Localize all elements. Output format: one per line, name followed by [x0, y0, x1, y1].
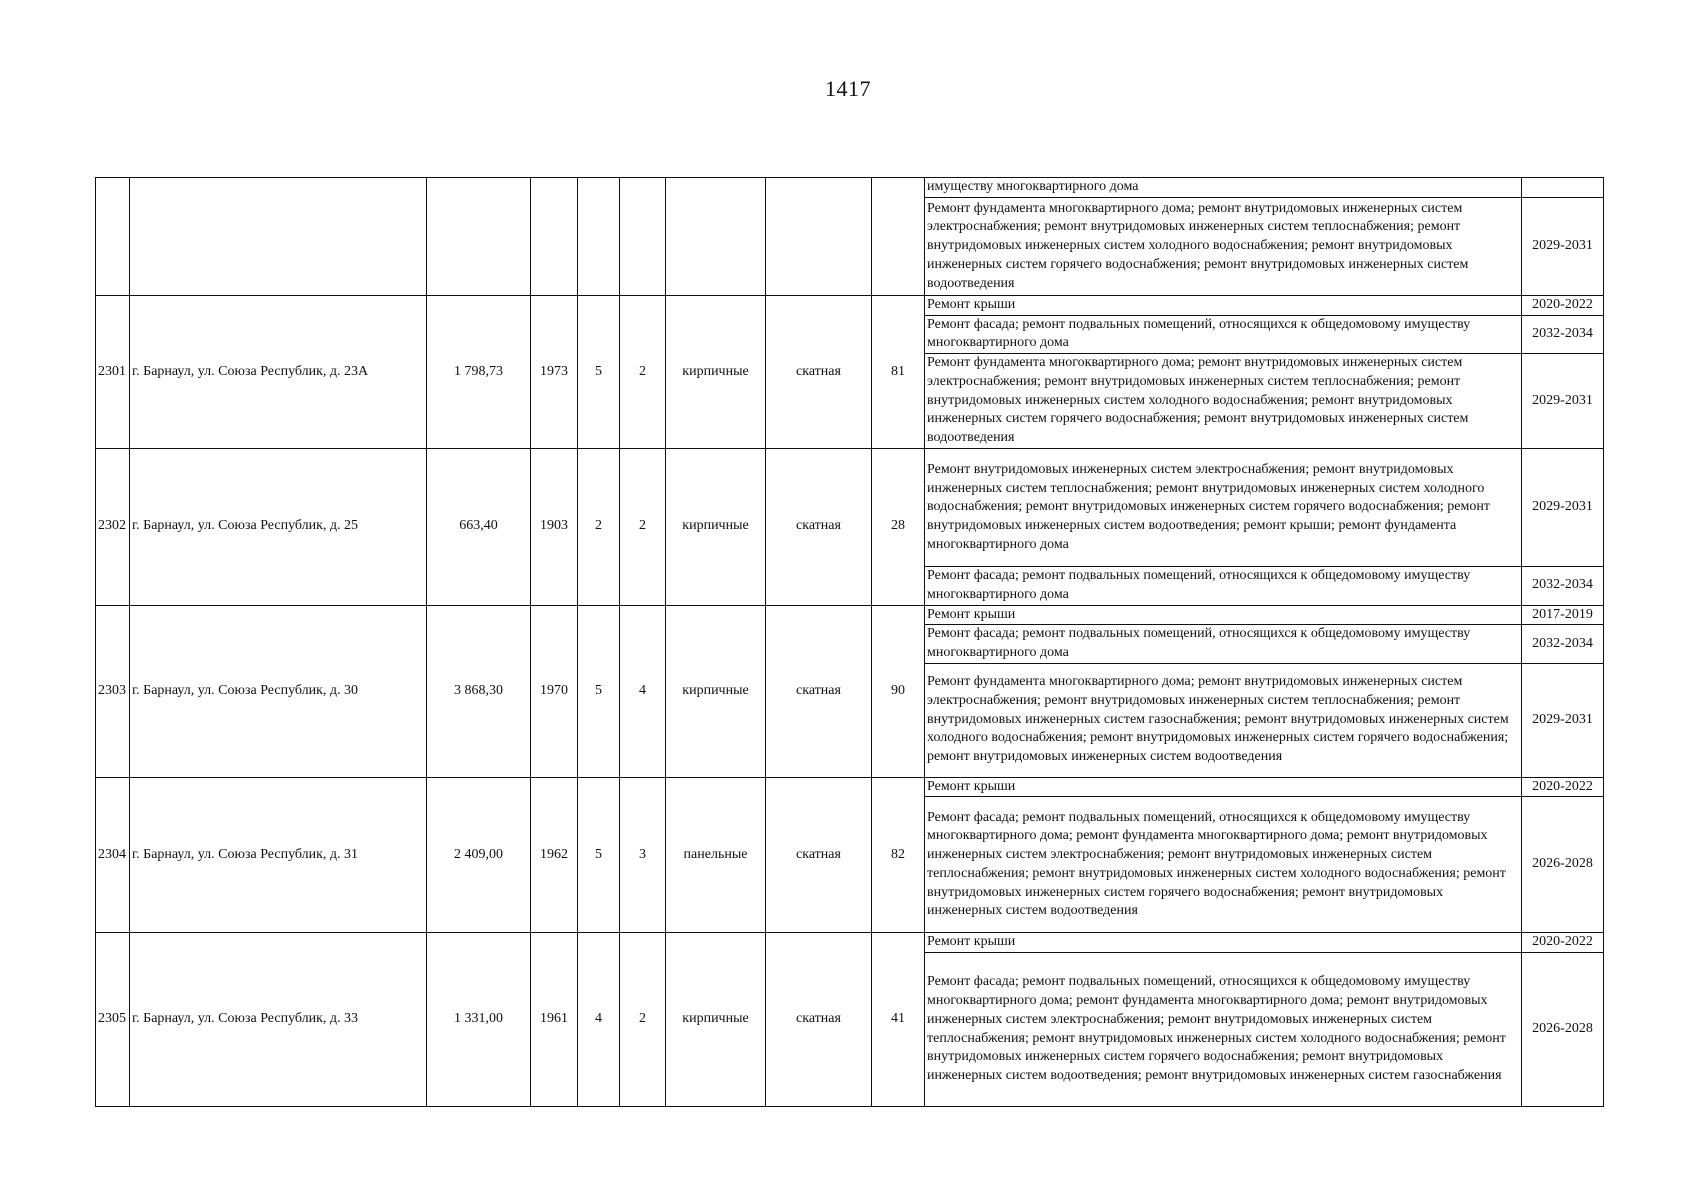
- building-area: 3 868,30: [427, 605, 531, 777]
- work-period: [1522, 178, 1604, 198]
- work-description: Ремонт фундамента многоквартирного дома; ремонт внутридомовых инженерных систем электроснабжения; ремонт внутридомовых инженерных систем теплоснабжения; ремонт внутридомовых инженерных систем газоснабжения; ремонт внутридомовых инженерных систем холодного водоснабжения; ремонт внутридомовых инженерных систем горячего водоснабжения; ремонт внутридомовых инженерных систем водоотведения: [925, 663, 1522, 777]
- work-period: 2029-2031: [1522, 198, 1604, 296]
- building-area: 2 409,00: [427, 777, 531, 933]
- roof-type: скатная: [766, 933, 872, 1107]
- build-year: 1962: [531, 777, 578, 933]
- resident-count: 81: [872, 296, 925, 449]
- work-description: Ремонт фасада; ремонт подвальных помещений, относящихся к общедомовому имуществу многоквартирного дома: [925, 567, 1522, 605]
- empty-cell: [96, 178, 130, 296]
- work-description: Ремонт крыши: [925, 777, 1522, 797]
- table-row: [96, 178, 1604, 198]
- entrance-count: 2: [620, 296, 666, 449]
- capital-repair-table: [95, 177, 1604, 1107]
- table-body: [96, 178, 1604, 1107]
- row-number: 2303: [96, 605, 130, 777]
- building-address: г. Барнаул, ул. Союза Республик, д. 30: [130, 605, 427, 777]
- work-description: имуществу многоквартирного дома: [925, 178, 1522, 198]
- work-period: 2032-2034: [1522, 567, 1604, 605]
- table-row: [96, 933, 1604, 953]
- work-description: Ремонт крыши: [925, 605, 1522, 625]
- floor-count: 5: [578, 777, 620, 933]
- work-period: 2017-2019: [1522, 605, 1604, 625]
- floor-count: 2: [578, 449, 620, 605]
- building-address: г. Барнаул, ул. Союза Республик, д. 31: [130, 777, 427, 933]
- work-period: 2026-2028: [1522, 953, 1604, 1107]
- roof-type: скатная: [766, 605, 872, 777]
- resident-count: 82: [872, 777, 925, 933]
- work-description: Ремонт фасада; ремонт подвальных помещений, относящихся к общедомовому имуществу многоквартирного дома; ремонт фундамента многоквартирного дома; ремонт внутридомовых инженерных систем электроснабжения; ремонт внутридомовых инженерных систем теплоснабжения; ремонт внутридомовых инженерных систем холодного водоснабжения; ремонт внутридомовых инженерных систем горячего водоснабжения; ремонт внутридомовых инженерных систем водоотведения; ремонт внутридомовых инженерных систем газоснабжения: [925, 953, 1522, 1107]
- build-year: 1973: [531, 296, 578, 449]
- empty-cell: [766, 178, 872, 296]
- page-number: 1417: [825, 76, 871, 101]
- row-number: 2302: [96, 449, 130, 605]
- build-year: 1961: [531, 933, 578, 1107]
- building-address: г. Барнаул, ул. Союза Республик, д. 25: [130, 449, 427, 605]
- work-period: 2020-2022: [1522, 777, 1604, 797]
- work-period: 2029-2031: [1522, 449, 1604, 567]
- building-area: 663,40: [427, 449, 531, 605]
- work-description: Ремонт фундамента многоквартирного дома; ремонт внутридомовых инженерных систем электроснабжения; ремонт внутридомовых инженерных систем теплоснабжения; ремонт внутридомовых инженерных систем холодного водоснабжения; ремонт внутридомовых инженерных систем горячего водоснабжения; ремонт внутридомовых инженерных систем водоотведения: [925, 198, 1522, 296]
- resident-count: 41: [872, 933, 925, 1107]
- work-period: 2032-2034: [1522, 625, 1604, 663]
- work-description: Ремонт крыши: [925, 933, 1522, 953]
- empty-cell: [578, 178, 620, 296]
- roof-type: скатная: [766, 449, 872, 605]
- building-address: г. Барнаул, ул. Союза Республик, д. 33: [130, 933, 427, 1107]
- empty-cell: [531, 178, 578, 296]
- resident-count: 28: [872, 449, 925, 605]
- empty-cell: [872, 178, 925, 296]
- floor-count: 4: [578, 933, 620, 1107]
- build-year: 1903: [531, 449, 578, 605]
- floor-count: 5: [578, 605, 620, 777]
- work-description: Ремонт крыши: [925, 296, 1522, 316]
- building-area: 1 331,00: [427, 933, 531, 1107]
- wall-material: кирпичные: [666, 296, 766, 449]
- wall-material: кирпичные: [666, 449, 766, 605]
- build-year: 1970: [531, 605, 578, 777]
- work-description: Ремонт внутридомовых инженерных систем электроснабжения; ремонт внутридомовых инженерных систем теплоснабжения; ремонт внутридомовых инженерных систем холодного водоснабжения; ремонт внутридомовых инженерных систем горячего водоснабжения; ремонт внутридомовых инженерных систем водоотведения; ремонт крыши; ремонт фундамента многоквартирного дома: [925, 449, 1522, 567]
- table-row: [96, 605, 1604, 625]
- entrance-count: 2: [620, 449, 666, 605]
- entrance-count: 2: [620, 933, 666, 1107]
- work-period: 2029-2031: [1522, 354, 1604, 449]
- building-address: г. Барнаул, ул. Союза Республик, д. 23А: [130, 296, 427, 449]
- floor-count: 5: [578, 296, 620, 449]
- roof-type: скатная: [766, 296, 872, 449]
- table-row: [96, 449, 1604, 567]
- table-row: [96, 777, 1604, 797]
- row-number: 2301: [96, 296, 130, 449]
- entrance-count: 4: [620, 605, 666, 777]
- work-description: Ремонт фасада; ремонт подвальных помещений, относящихся к общедомовому имуществу многоквартирного дома: [925, 625, 1522, 663]
- empty-cell: [130, 178, 427, 296]
- work-description: Ремонт фасада; ремонт подвальных помещений, относящихся к общедомовому имуществу многоквартирного дома; ремонт фундамента многоквартирного дома; ремонт внутридомовых инженерных систем электроснабжения; ремонт внутридомовых инженерных систем теплоснабжения; ремонт внутридомовых инженерных систем холодного водоснабжения; ремонт внутридомовых инженерных систем горячего водоснабжения; ремонт внутридомовых инженерных систем водоотведения: [925, 797, 1522, 933]
- wall-material: панельные: [666, 777, 766, 933]
- work-description: Ремонт фундамента многоквартирного дома; ремонт внутридомовых инженерных систем электроснабжения; ремонт внутридомовых инженерных систем теплоснабжения; ремонт внутридомовых инженерных систем холодного водоснабжения; ремонт внутридомовых инженерных систем горячего водоснабжения; ремонт внутридомовых инженерных систем водоотведения: [925, 354, 1522, 449]
- work-description: Ремонт фасада; ремонт подвальных помещений, относящихся к общедомовому имуществу многоквартирного дома: [925, 315, 1522, 353]
- wall-material: кирпичные: [666, 933, 766, 1107]
- work-period: 2029-2031: [1522, 663, 1604, 777]
- empty-cell: [666, 178, 766, 296]
- work-period: 2026-2028: [1522, 797, 1604, 933]
- building-area: 1 798,73: [427, 296, 531, 449]
- row-number: 2304: [96, 777, 130, 933]
- table-row: [96, 296, 1604, 316]
- wall-material: кирпичные: [666, 605, 766, 777]
- entrance-count: 3: [620, 777, 666, 933]
- empty-cell: [620, 178, 666, 296]
- empty-cell: [427, 178, 531, 296]
- work-period: 2020-2022: [1522, 296, 1604, 316]
- work-period: 2032-2034: [1522, 315, 1604, 353]
- roof-type: скатная: [766, 777, 872, 933]
- work-period: 2020-2022: [1522, 933, 1604, 953]
- row-number: 2305: [96, 933, 130, 1107]
- resident-count: 90: [872, 605, 925, 777]
